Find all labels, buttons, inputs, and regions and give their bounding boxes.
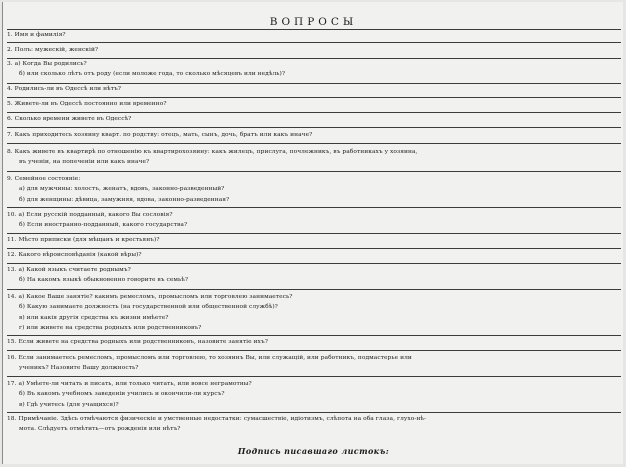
- question-6-line-1: 6. Сколько времени живете въ Одессѣ?: [7, 116, 132, 122]
- rule: [7, 171, 621, 172]
- question-10-line-1: 10. а) Если русскій подданный, какого Вы сословія?: [7, 212, 173, 218]
- question-9-line-1: 9. Семейное состояніе:: [7, 176, 81, 182]
- question-5-line-1: 5. Живете-ли въ Одессѣ постоянно или временно?: [7, 101, 167, 107]
- question-11: [7, 235, 621, 245]
- question-17-line-3: в) Гдѣ учитесь (для учащихся)?: [19, 401, 119, 408]
- question-4: [7, 84, 621, 94]
- rule: [7, 97, 621, 98]
- question-18-line-1: 18. Примѣчаніе. Здѣсь отмѣчаются физическіе и умственные недостатки: сумасшествіе, идіотизмъ, слѣпота на оба глаза, глухо-нѣ-: [7, 416, 427, 422]
- question-8: [7, 147, 621, 168]
- question-3-line-1: 3. а) Когда Вы родились?: [7, 61, 87, 67]
- question-7: [7, 130, 621, 140]
- rule: [7, 248, 621, 249]
- rule: [7, 207, 621, 208]
- rule: [7, 335, 621, 336]
- question-2-line-1: 2. Полъ: мужескій, женскій?: [7, 47, 99, 53]
- question-16-line-2: ученикъ? Назовите Вашу должность?: [19, 365, 139, 372]
- question-15: [7, 337, 621, 347]
- question-4-line-1: 4. Родились-ли въ Одессѣ или нѣтъ?: [7, 86, 121, 92]
- question-16-line-1: 16. Если занимаетесь ремесломъ, промысломъ или торговлею, то хозяинъ Вы, или служащій, или работникъ, подмастерье или: [7, 355, 412, 361]
- question-13-line-1: 13. а) Какой языкъ считаете роднымъ?: [7, 267, 131, 273]
- question-11-line-1: 11. Мѣсто приписки (для мѣщанъ и крестьянъ)?: [7, 237, 160, 243]
- question-16: [7, 353, 621, 374]
- rule: [7, 263, 621, 264]
- question-9: [7, 174, 621, 205]
- question-13-line-2: б) На какомъ языкѣ обыкновенно говорите въ семьѣ?: [19, 277, 189, 284]
- question-9-line-3: б) для женщины: дѣвица, замужняя, вдова, законно-разведенная?: [19, 196, 230, 203]
- rule: [7, 112, 621, 113]
- question-1-line-1: 1. Имя и фамилія?: [7, 32, 66, 38]
- question-18: [7, 414, 621, 435]
- question-17: [7, 379, 621, 410]
- rule: [7, 412, 621, 413]
- question-12-line-1: 12. Какого вѣроисповѣданія (какой вѣры)?: [7, 252, 142, 258]
- rule: [7, 350, 621, 351]
- question-6: [7, 114, 621, 124]
- rule: [7, 42, 621, 43]
- question-18-line-2: мота. Слѣдуетъ отмѣтить—отъ рожденія или нѣтъ?: [19, 426, 181, 433]
- question-8-line-1: 8. Какъ живете въ квартирѣ по отношенію къ квартирохозяину: какъ жилецъ, прислуга, почлежникъ, въ работникахъ у хозяина,: [7, 149, 418, 155]
- question-8-line-2: въ ученіи, на попеченіи или какъ иначе?: [19, 159, 150, 166]
- signature-line: Подпись писавшаго листокъ:: [237, 446, 390, 456]
- census-sheet: [2, 2, 623, 464]
- question-10-line-2: б) Если иностранно-подданный, какого государства?: [19, 222, 188, 229]
- question-15-line-1: 15. Если живете на средства родныхъ или родственниковъ, назовите занятіе ихъ?: [7, 339, 268, 345]
- question-9-line-2: а) для мужчины: холостъ, женатъ, вдовъ, законно-разведенный?: [19, 186, 225, 193]
- question-17-line-2: б) Въ какомъ учебномъ заведеніи учились и окончили-ли курсъ?: [19, 391, 225, 398]
- question-14-line-2: б) Какую занимаете должность (на государственной или общественной службѣ)?: [19, 304, 278, 311]
- question-12: [7, 250, 621, 260]
- question-14-line-3: в) или какія другія средства къ жизни имѣете?: [19, 314, 169, 321]
- rule: [7, 127, 621, 128]
- rule: [7, 233, 621, 234]
- rule: [7, 376, 621, 377]
- question-7-line-1: 7. Какъ приходитесь хозяину кварт. по родству: отецъ, мать, сынъ, дочь, братъ или какъ иначе?: [7, 132, 313, 138]
- question-13: [7, 265, 621, 286]
- rule: [7, 143, 621, 144]
- rule: [7, 289, 621, 290]
- question-17-line-1: 17. а) Умѣете-ли читать и писать, или только читать, или вовсе неграмотны?: [7, 381, 252, 387]
- question-5: [7, 99, 621, 109]
- question-3: [7, 59, 621, 80]
- question-10: [7, 210, 621, 231]
- question-1: [7, 30, 621, 40]
- question-14: [7, 292, 621, 334]
- question-3-line-2: б) или сколько лѣтъ отъ роду (если моложе года, то сколько мѣсяцевъ или недѣль)?: [19, 71, 286, 78]
- question-2: [7, 45, 621, 55]
- question-14-line-4: г) или живете на средства родныхъ или родственниковъ?: [19, 325, 202, 332]
- page-title: ВОПРОСЫ: [269, 16, 358, 28]
- question-14-line-1: 14. а) Какое Ваше занятіе? какимъ ремесломъ, промысломъ или торговлею занимаетесь?: [7, 294, 293, 300]
